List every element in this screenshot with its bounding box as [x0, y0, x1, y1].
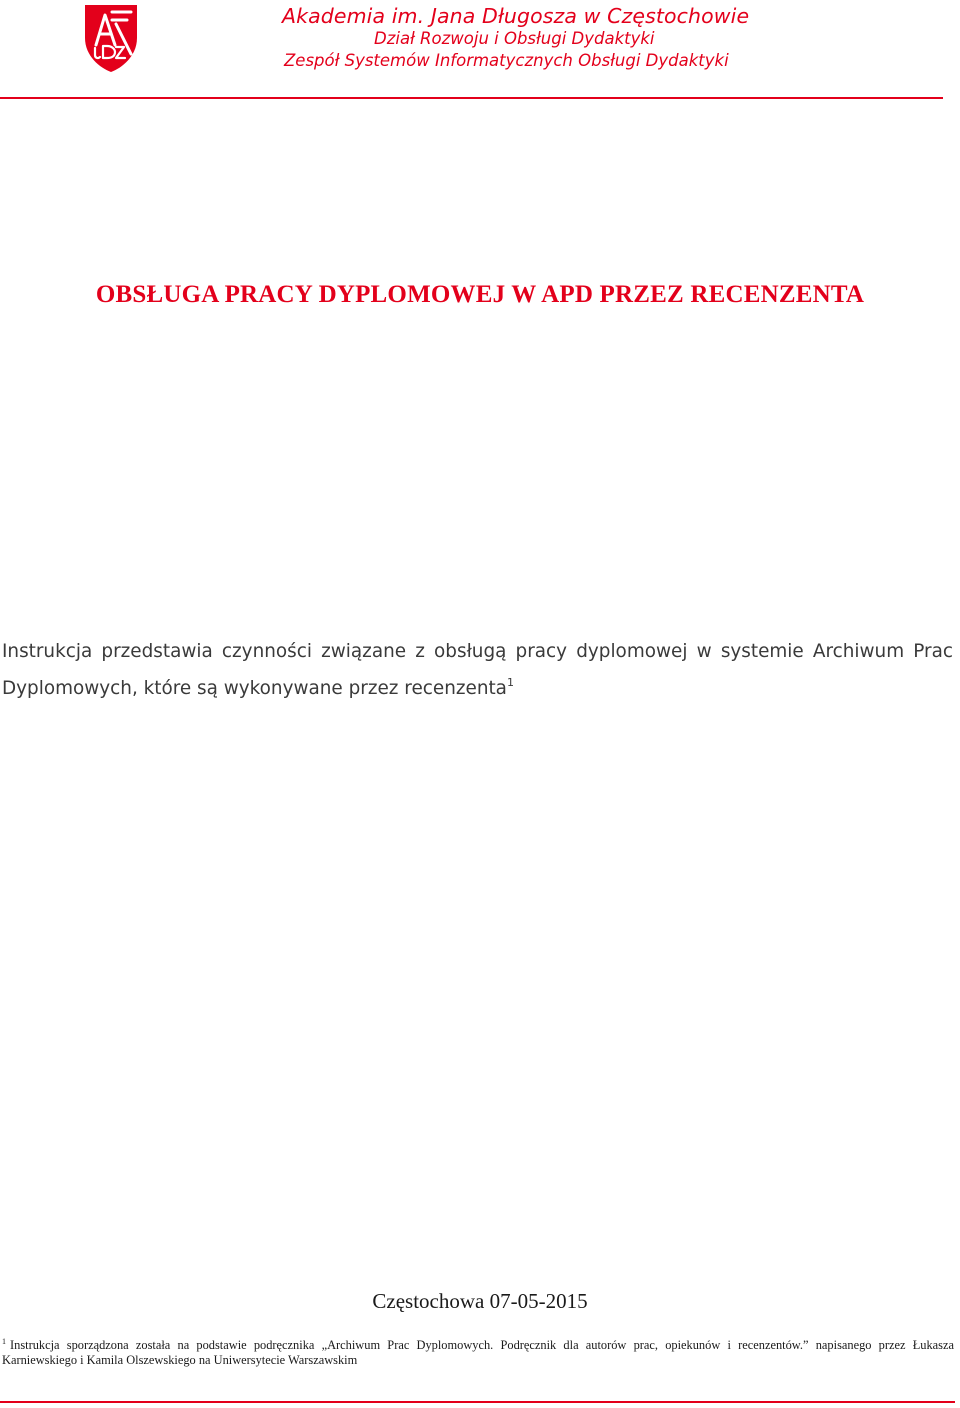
footnote-marker: 1 — [2, 1337, 6, 1346]
intro-paragraph — [2, 633, 953, 707]
footnote-text: Instrukcja sporządzona została na podstawie podręcznika „Archiwum Prac Dyplomowych. Podręcznik dla autorów prac, opiekunów i recenzentów.” napisanego przez Łukasza Karniewskiego i Kamila Olszewskiego na Uniwersytecie Warszawskim — [2, 1338, 954, 1367]
document-title: OBSŁUGA PRACY DYPLOMOWEJ W APD PRZEZ RECENZENTA — [95, 281, 865, 308]
university-logo — [82, 2, 140, 74]
footnote-reference[interactable]: 1 — [506, 676, 514, 689]
institution-header — [282, 4, 749, 72]
department-name: Dział Rozwoju i Obsługi Dydaktyki — [374, 29, 655, 48]
place-date: Częstochowa 07-05-2015 — [372, 1289, 588, 1313]
team-name: Zespół Systemów Informatycznych Obsługi Dydaktyki — [284, 51, 729, 70]
footnote — [2, 1338, 954, 1368]
header-divider — [0, 97, 943, 99]
footer-divider — [0, 1401, 955, 1403]
institution-name: Akademia im. Jana Długosza w Częstochowie — [282, 4, 750, 28]
intro-text: Instrukcja przedstawia czynności związane z obsługą pracy dyplomowej w systemie Archiwum Prac Dyplomowych, które są wykonywane przez recenzenta — [2, 641, 953, 699]
